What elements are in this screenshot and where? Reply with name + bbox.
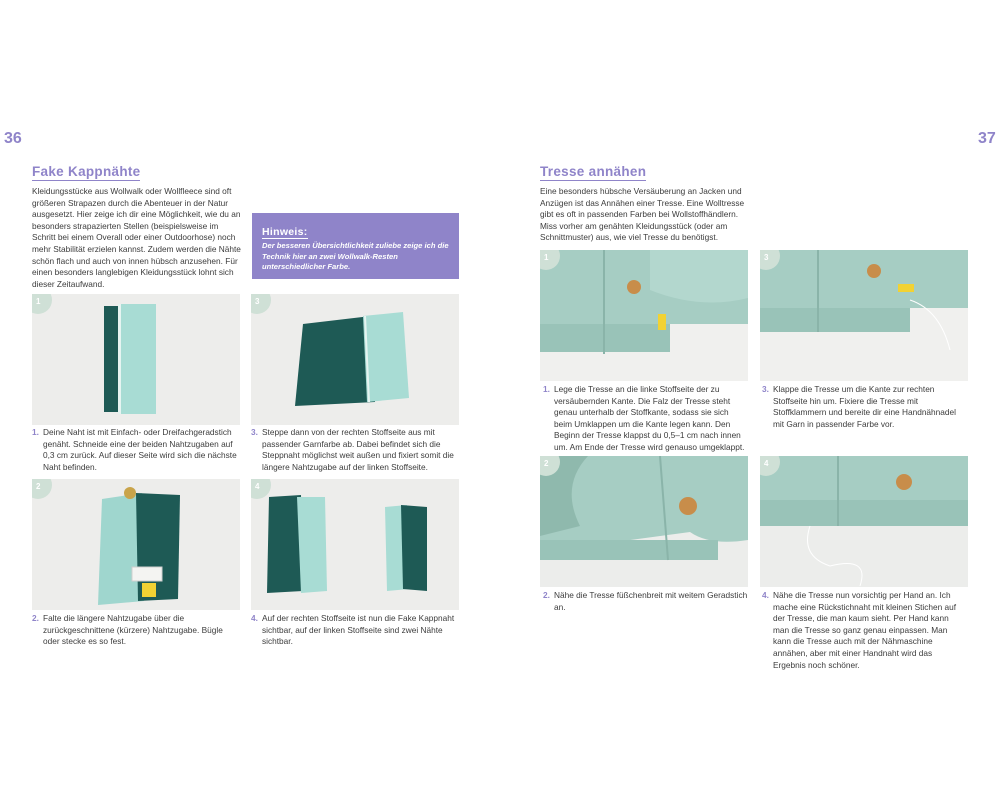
- step-badge: 3: [760, 250, 780, 270]
- section-heading-tresse-annaehen: Tresse annähen: [540, 164, 647, 179]
- step-badge: 3: [251, 294, 271, 314]
- step-badge: 2: [540, 456, 560, 476]
- caption-step-1-left: 1. Deine Naht ist mit Einfach- oder Dreifachgeradstich genäht. Schneide eine der beiden Nahtzugaben auf 0,3 cm zurück. Auf dieser Seite wird sich die nächste Naht befinden.: [32, 427, 237, 472]
- step-badge: 1: [32, 294, 52, 314]
- caption-step-4-left: 4. Auf der rechten Stoffseite ist nun die Fake Kappnaht sichtbar, auf der linken Stoffseite sind zwei Nähte sichtbar.: [251, 613, 455, 647]
- step-badge: 4: [760, 456, 780, 476]
- caption-step-1-right: 1. Lege die Tresse an die linke Stoffseite der zu versäubernden Kante. Die Falz der Tresse steht genau unterhalb der Stoffkante, sodass sie sich beim Umklappen um die Kante legen kann. Den Beginn der Tresse klappst du 0,5–1 cm nach innen um. Am Ende der Tresse wird genauso umgeklappt.: [543, 384, 745, 452]
- photo-step-2-left: [32, 479, 240, 610]
- page-number-left: 36: [4, 130, 22, 147]
- photo-step-2-right: [540, 456, 748, 587]
- photo-step-1-left: [32, 294, 240, 425]
- intro-text-right: Eine besonders hübsche Versäuberung an Jacken und Anzügen ist das Annähen einer Tresse. Eine Wolltresse gibt es oft in passenden Farben bei Wollstoffhändlern. Miss vorher am genähten Kleidungsstück (oder am Schnittmuster) aus, wie viel Tresse du benötigst.: [540, 186, 745, 243]
- step-badge: 1: [540, 250, 560, 270]
- caption-step-2-left: 2. Falte die längere Nahtzugabe über die zurückgeschnittene (kürzere) Nahtzugabe. Bügle oder stecke es so fest.: [32, 613, 223, 647]
- photo-step-3-right: [760, 250, 968, 381]
- photo-step-4-left: [251, 479, 459, 610]
- step-badge: 2: [32, 479, 52, 499]
- caption-step-3-right: 3. Klappe die Tresse um die Kante zur rechten Stoffseite hin um. Fixiere die Tresse mit Stoffklammern und bereite dir eine Handnähnadel mit Garn in passender Farbe vor.: [762, 384, 956, 429]
- intro-text-left: Kleidungsstücke aus Wollwalk oder Wollfleece sind oft größeren Strapazen durch die Abenteuer in der Natur ausgesetzt. Hier zeige ich dir eine Möglichkeit, wie du an besonders strapazierten Stellen (beispielsweise im Schritt bei einem Overall oder einer Outdoorhose) noch mehr Stabilität erzielen kannst. Zudem werden die Nähte schön flach und auch von innen hübsch anzusehen. Für einen besonders langlebigen Kleidungsstück lohnt sich dieser Zeitaufwand.: [32, 186, 241, 289]
- photo-step-3-left: [251, 294, 459, 425]
- note-text: Der besseren Übersichtlichkeit zuliebe zeige ich die Technik hier an zwei Wollwalk-Resten unterschiedlicher Farbe.: [262, 241, 449, 272]
- caption-step-2-right: 2. Nähe die Tresse füßchenbreit mit weitem Geradstich an.: [543, 590, 748, 612]
- caption-step-4-right: 4. Nähe die Tresse nun vorsichtig per Hand an. Ich mache eine Rückstichnaht mit kleinen Stichen auf der Tresse, die man kaum sieht. Per Hand kann man die Tresse so ganz genau einpassen. Man kann die Tresse auch mit der Nähmaschine annähen, aber mit einer Handnaht wird das Ergebnis noch schöner.: [762, 590, 957, 670]
- step-badge: 4: [251, 479, 271, 499]
- note-title: Hinweis:: [262, 226, 308, 238]
- section-heading-fake-kappnaehte: Fake Kappnähte: [32, 164, 141, 179]
- page-number-right: 37: [978, 130, 996, 147]
- caption-step-3-left: 3. Steppe dann von der rechten Stoffseite aus mit passender Garnfarbe ab. Dabei befindet sich die Steppnaht möglichst weit außen und fixiert somit die längere Nahtzugabe auf der linken Stoffseite.: [251, 427, 454, 472]
- photo-step-4-right: [760, 456, 968, 587]
- photo-step-1-right: [540, 250, 748, 381]
- note-box: [252, 213, 459, 279]
